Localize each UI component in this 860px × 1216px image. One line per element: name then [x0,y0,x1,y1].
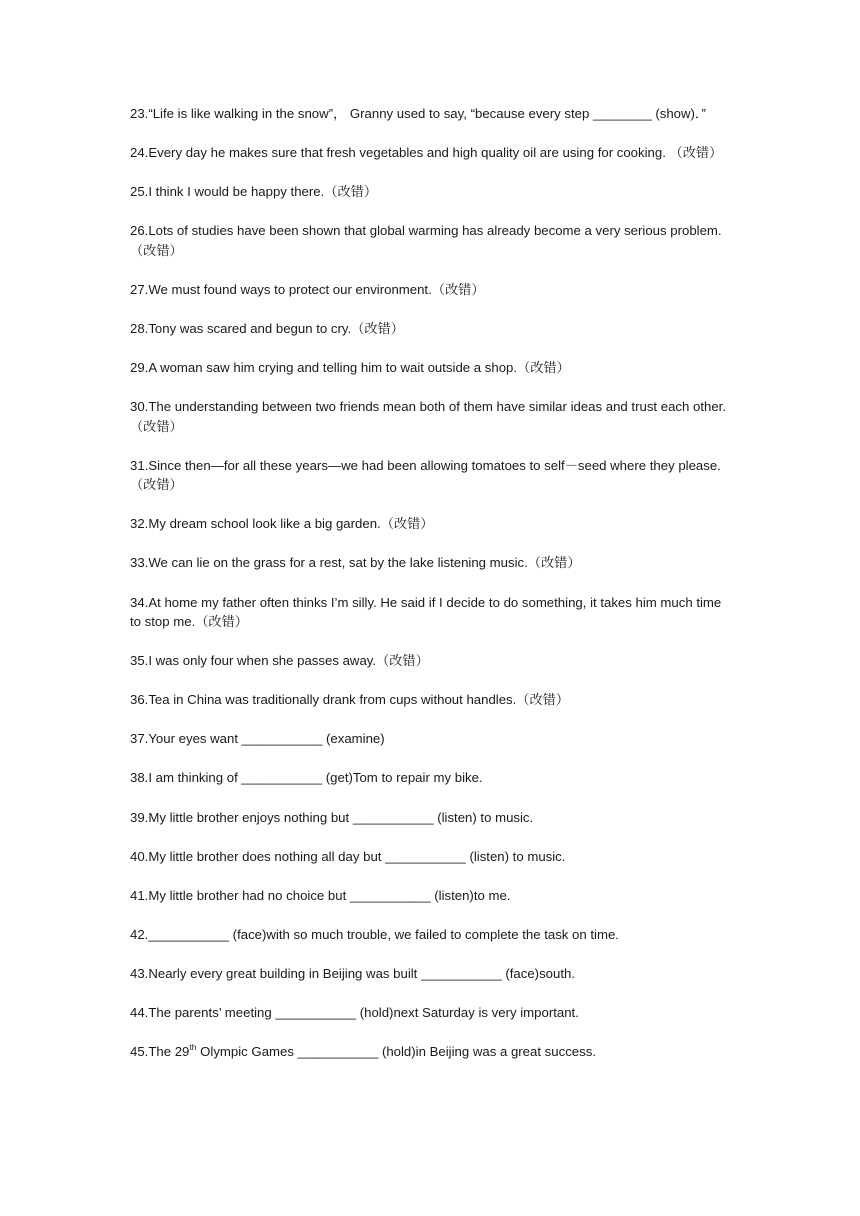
question-23: 23.“Life is like walking in the snow”， Granny used to say, “because every step ________ (show)．” [130,106,706,121]
question-33: 33.We can lie on the grass for a rest, sat by the lake listening music.（改错） [130,555,581,571]
question-26: 26.Lots of studies have been shown that global warming has already become a very serious problem.（改错） [130,223,722,258]
question-35: 35.I was only four when she passes away.（改错） [130,653,429,669]
question-30: 30.The understanding between two friends mean both of them have similar ideas and trust each other.（改错） [130,399,726,434]
question-42: 42.___________ (face)with so much trouble, we failed to complete the task on time. [130,926,619,942]
question-24: 24.Every day he makes sure that fresh vegetables and high quality oil are using for cooking. （改错） [130,145,723,161]
question-34: 34.At home my father often thinks I’m silly. He said if I decide to do something, it takes him much time to stop me.（改错） [130,594,722,630]
question-37: 37.Your eyes want ___________ (examine) [130,731,385,747]
question-39: 39.My little brother enjoys nothing but ___________ (listen) to music. [130,809,534,825]
question-36: 36.Tea in China was traditionally drank from cups without handles.（改错） [130,692,570,708]
question-38: 38.I am thinking of ___________ (get)Tom to repair my bike. [130,770,483,786]
question-29: 29.A woman saw him crying and telling him to wait outside a shop.（改错） [130,360,570,376]
question-25: 25.I think I would be happy there.（改错） [130,184,378,200]
question-45-end: Olympic Games ___________ (hold)in Beijing was a great success. [196,1044,596,1060]
question-31: 31.Since then—for all these years—we had been allowing tomatoes to self－seed where they please.（改错） [130,457,721,493]
question-32: 32.My dream school look like a big garden.（改错） [130,516,434,532]
question-40: 40.My little brother does nothing all day but ___________ (listen) to music. [130,848,566,864]
question-44: 44.The parents’ meeting ___________ (hold)next Saturday is very important. [130,1004,579,1020]
question-45-start: 45.The 29 [130,1044,190,1060]
question-43: 43.Nearly every great building in Beijing was built ___________ (face)south. [130,965,575,981]
question-45 [130,1042,732,1062]
ordinal-suffix: th [189,1041,197,1052]
question-41: 41.My little brother had no choice but ___________ (listen)to me. [130,887,511,903]
question-list [130,104,732,1081]
question-27: 27.We must found ways to protect our environment.（改错） [130,281,485,297]
question-28: 28.Tony was scared and begun to cry.（改错） [130,320,404,336]
